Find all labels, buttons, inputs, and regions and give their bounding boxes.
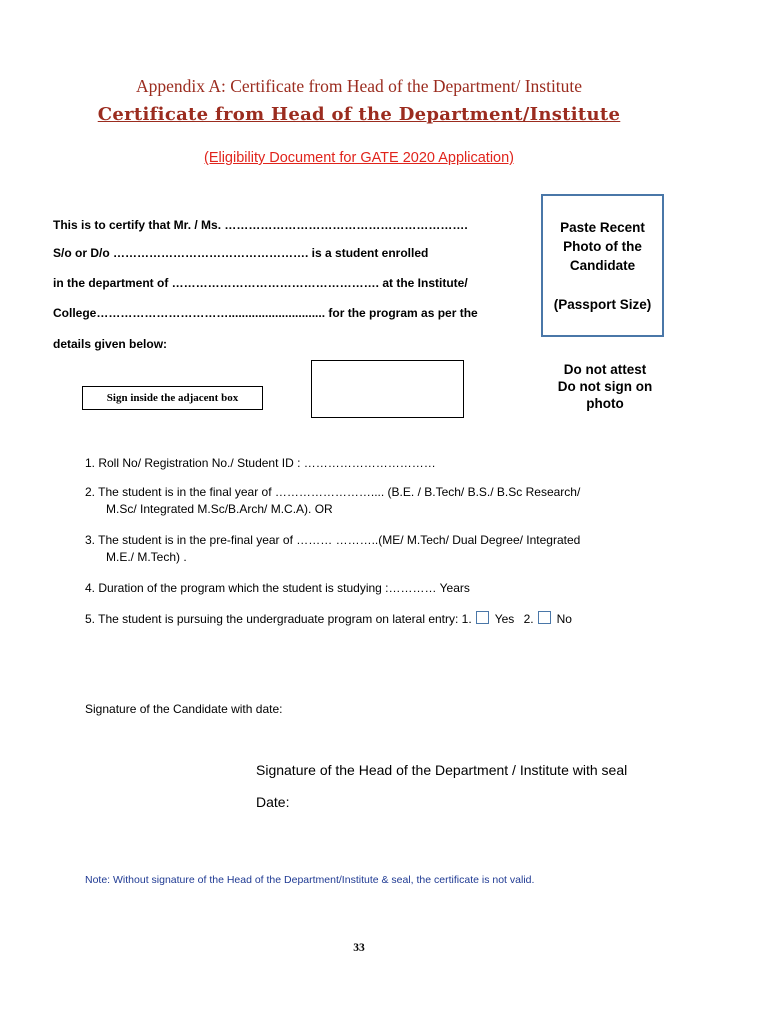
- certify-line-2: S/o or D/o …………………………………………. is a student enrolled: [53, 246, 429, 260]
- item-lateral-entry: [85, 611, 572, 626]
- certificate-title: Certificate from Head of the Department/Institute: [97, 104, 621, 125]
- photo-note-line-1: Do not attest: [563, 362, 647, 377]
- item-prefinal-year: 3. The student is in the pre-final year of ……… ………..(ME/ M.Tech/ Dual Degree/ Integrated: [85, 533, 581, 547]
- photo-box-line-1: Paste Recent: [560, 220, 645, 235]
- item-duration: 4. Duration of the program which the student is studying :………… Years: [85, 581, 470, 595]
- eligibility-note: (Eligibility Document for GATE 2020 Application): [203, 150, 514, 166]
- photo-box-line-3: Candidate: [569, 258, 636, 273]
- validity-note: Note: Without signature of the Head of the Department/Institute & seal, the certificate is not valid.: [85, 874, 535, 886]
- appendix-title: Appendix A: Certificate from Head of the Department/ Institute: [135, 76, 583, 96]
- no-label: No: [556, 612, 572, 626]
- item-roll-no: 1. Roll No/ Registration No./ Student ID : ……………………………: [85, 456, 436, 470]
- certify-line-4: College……………………………............................. for the program as per the: [53, 306, 478, 320]
- photo-box-line-4: (Passport Size): [553, 297, 652, 312]
- no-checkbox[interactable]: [538, 611, 551, 624]
- signature-box: [311, 360, 464, 418]
- photo-box-line-2: Photo of the: [563, 239, 642, 254]
- item-prefinal-year-cont: M.E./ M.Tech) .: [106, 550, 187, 564]
- hod-signature-label: Signature of the Head of the Department / Institute with seal: [256, 762, 628, 778]
- yes-label: Yes: [494, 612, 515, 626]
- photo-note-line-3: photo: [586, 396, 624, 411]
- certify-line-5: details given below:: [53, 337, 168, 351]
- date-label: Date:: [256, 794, 290, 810]
- lateral-entry-text: 5. The student is pursuing the undergraduate program on lateral entry: 1.: [85, 612, 472, 626]
- candidate-signature-label: Signature of the Candidate with date:: [85, 702, 283, 716]
- certify-line-1: This is to certify that Mr. / Ms. …………………………………………………….: [53, 218, 468, 232]
- yes-checkbox[interactable]: [476, 611, 489, 624]
- certify-line-3: in the department of ……………………………………………. at the Institute/: [53, 276, 468, 290]
- option-two-number: 2.: [523, 612, 534, 626]
- item-final-year: 2. The student is in the final year of …………………….... (B.E. / B.Tech/ B.S./ B.Sc Research/: [85, 485, 581, 499]
- sign-box-label: Sign inside the adjacent box: [82, 386, 263, 410]
- item-final-year-cont: M.Sc/ Integrated M.Sc/B.Arch/ M.C.A). OR: [106, 502, 333, 516]
- photo-box: [541, 194, 664, 337]
- page-number: 33: [353, 942, 365, 954]
- photo-note: [540, 361, 670, 412]
- photo-note-line-2: Do not sign on: [557, 379, 653, 394]
